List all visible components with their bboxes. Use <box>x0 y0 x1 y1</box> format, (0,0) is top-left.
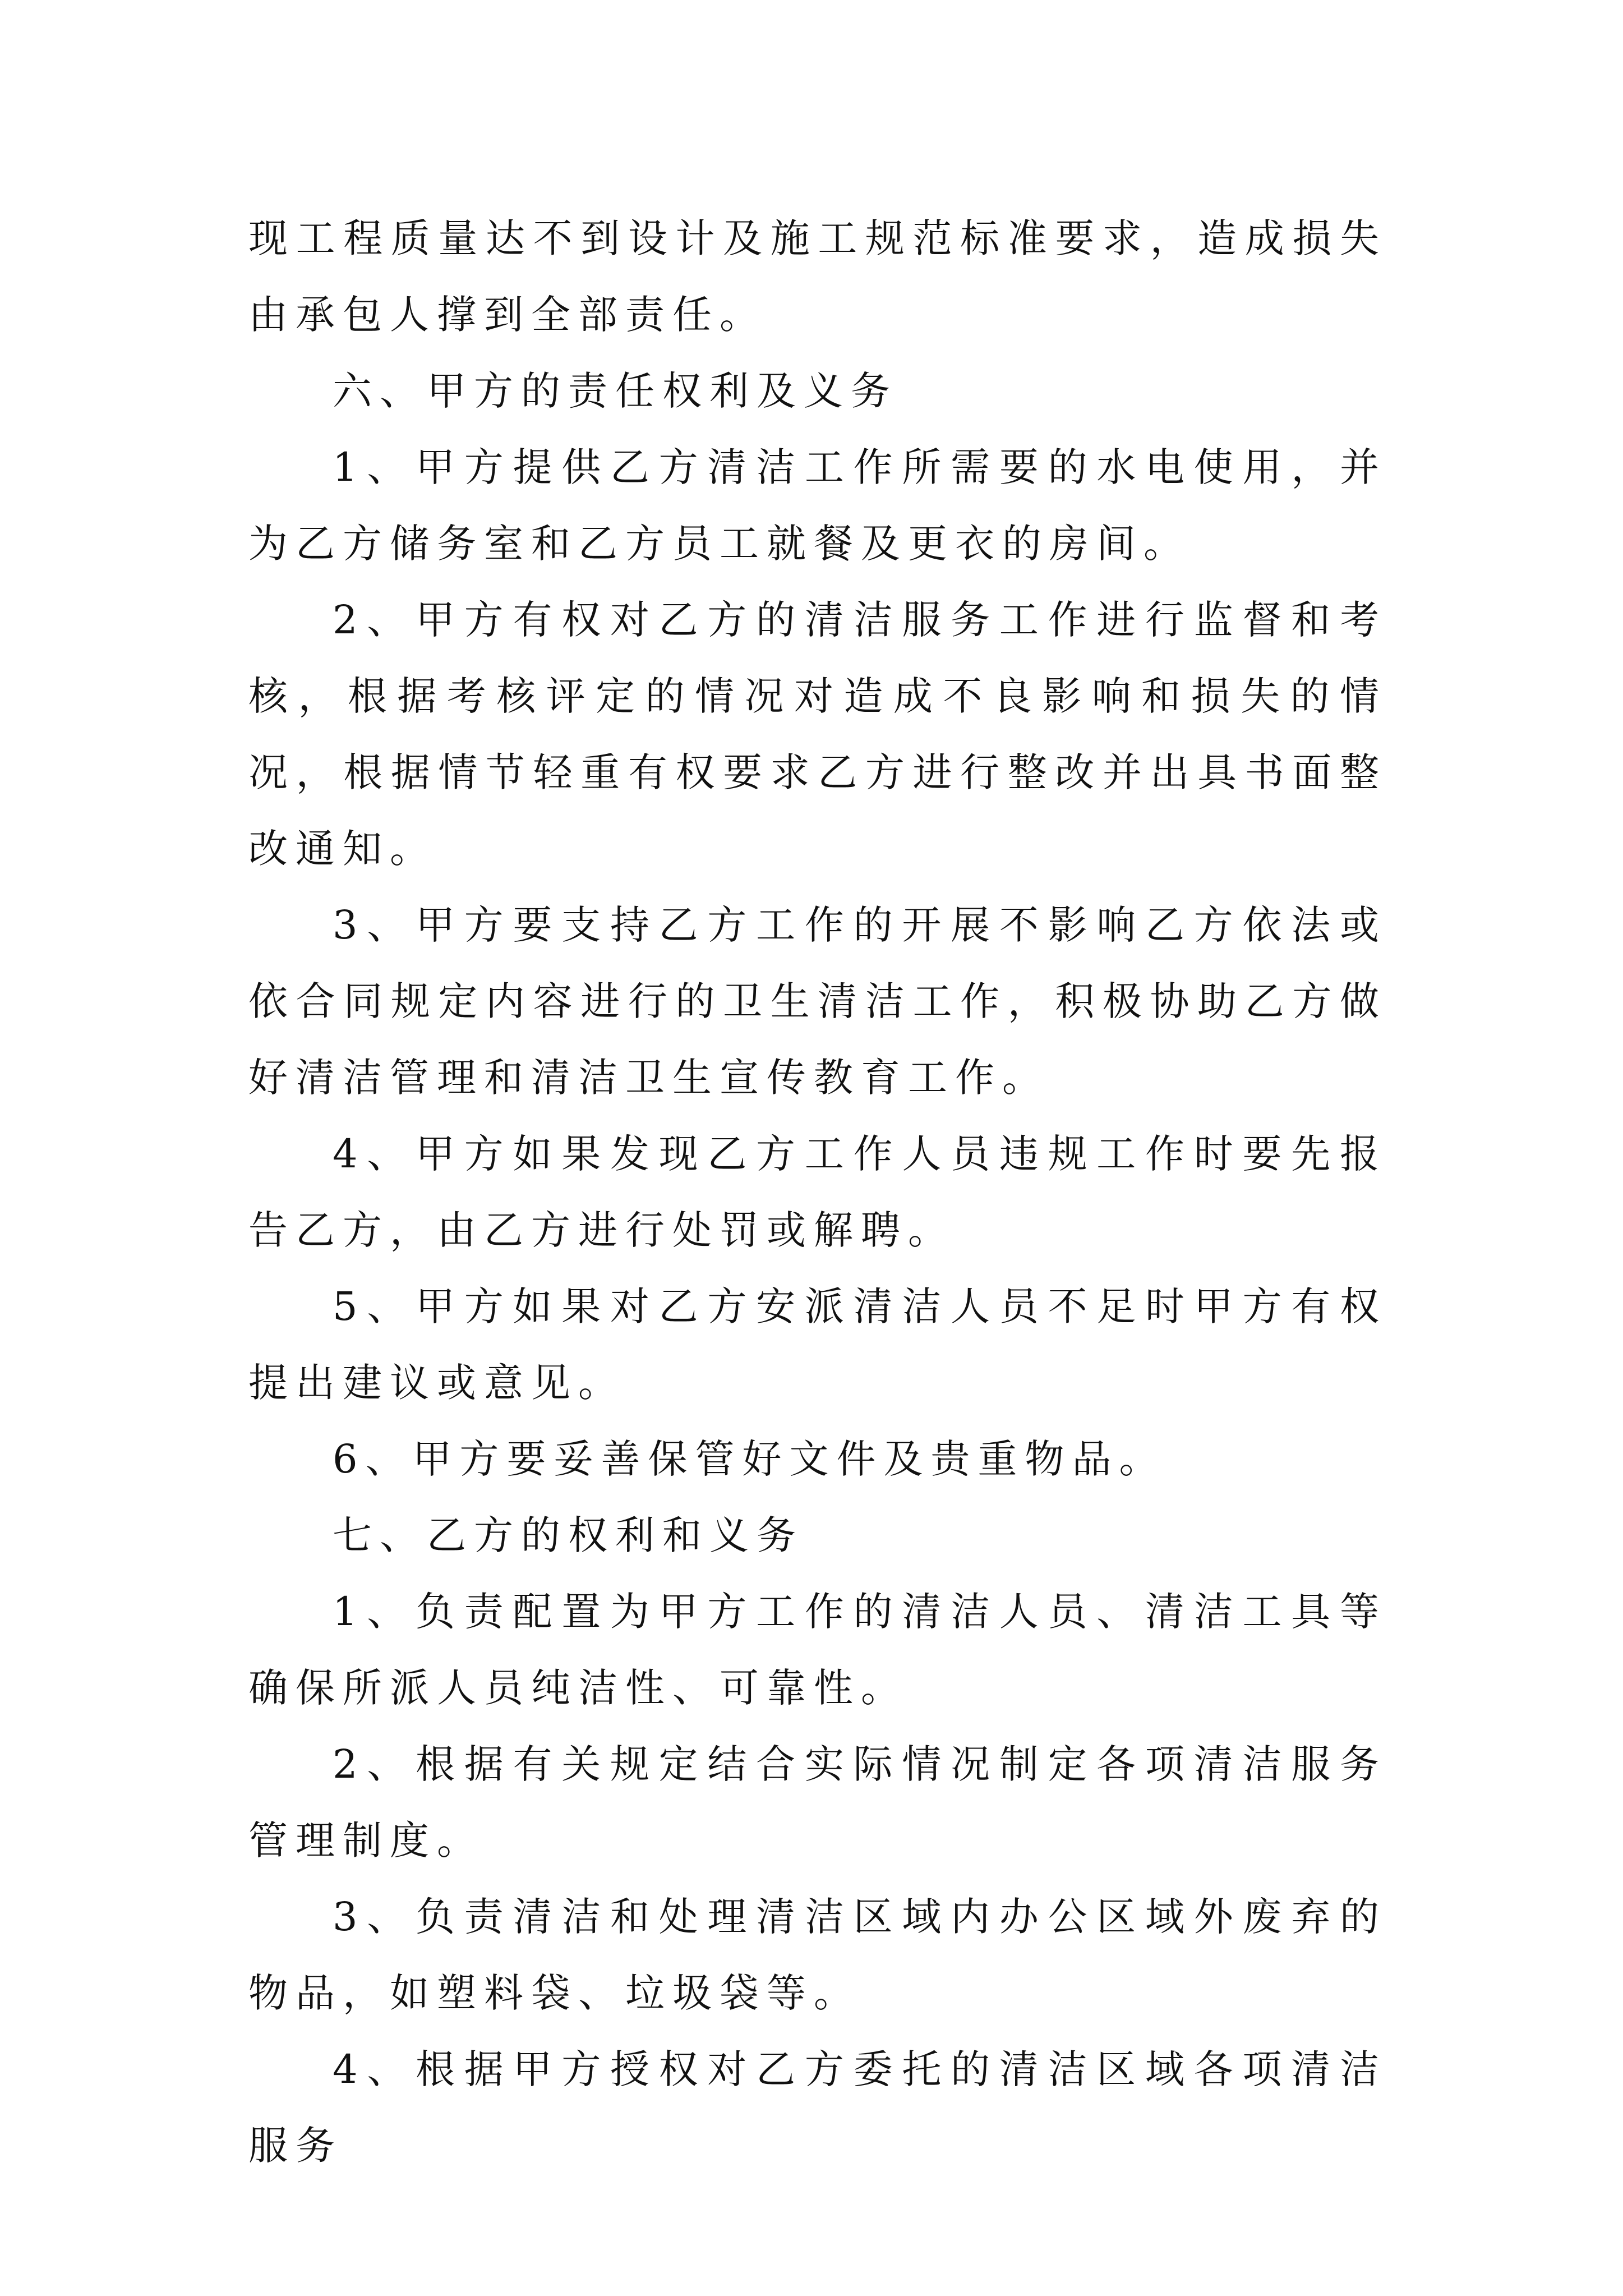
section-heading-party-b: 七、乙方的权利和义务 <box>333 1512 804 1558</box>
paragraph-b3: 3、负责清洁和处理清洁区域内办公区域外废弃的物品，如塑料袋、垃圾袋等。 <box>248 1894 1387 2016</box>
paragraph-a6: 6、甲方要妥善保管好文件及贵重物品。 <box>333 1436 1166 1482</box>
paragraph-a2: 2、甲方有权对乙方的清洁服务工作进行监督和考核，根据考核评定的情况对造成不良影响和损失的情况，根据情节轻重有权要求乙方进行整改并出具书面整改通知。 <box>248 597 1387 872</box>
paragraph-b2: 2、根据有关规定结合实际情况制定各项清洁服务管理制度。 <box>248 1741 1387 1864</box>
section-heading-party-a: 六、甲方的责任权利及义务 <box>333 368 898 414</box>
paragraph-a1: 1、甲方提供乙方清洁工作所需要的水电使用，并为乙方储务室和乙方员工就餐及更衣的房间。 <box>248 444 1387 567</box>
paragraph-a4: 4、甲方如果发现乙方工作人员违规工作时要先报告乙方，由乙方进行处罚或解聘。 <box>248 1131 1387 1253</box>
paragraph-b1: 1、负责配置为甲方工作的清洁人员、清洁工具等确保所派人员纯洁性、可靠性。 <box>248 1589 1387 1711</box>
paragraph-a3: 3、甲方要支持乙方工作的开展不影响乙方依法或依合同规定内容进行的卫生清洁工作，积极协助乙方做好清洁管理和清洁卫生宣传教育工作。 <box>248 902 1387 1101</box>
paragraph-a5: 5、甲方如果对乙方安派清洁人员不足时甲方有权提出建议或意见。 <box>248 1283 1387 1406</box>
document-body <box>248 200 1387 2184</box>
paragraph-continuation: 现工程质量达不到设计及施工规范标准要求，造成损失由承包人撑到全部责任。 <box>248 215 1387 338</box>
paragraph-b4: 4、根据甲方授权对乙方委托的清洁区域各项清洁服务 <box>248 2046 1387 2169</box>
